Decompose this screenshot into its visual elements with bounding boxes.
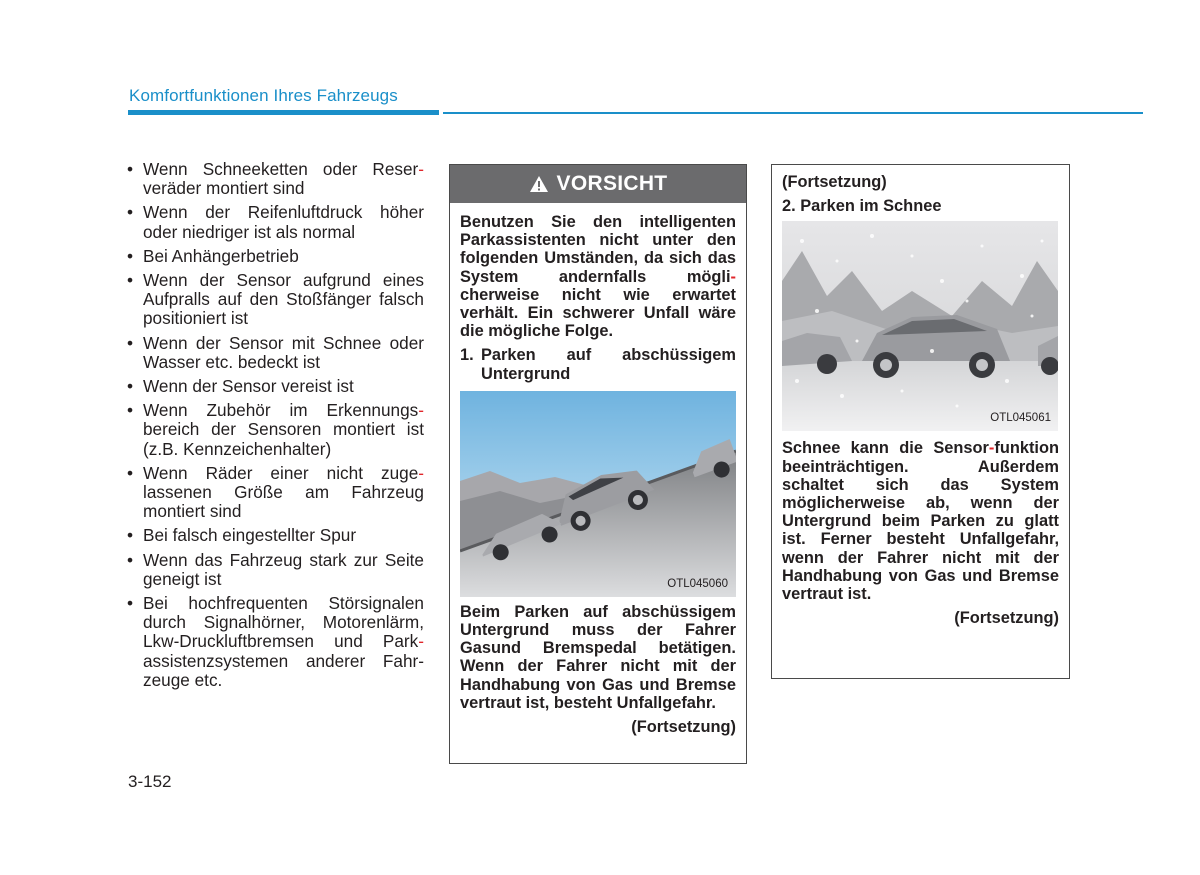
hyphen-mark: - <box>730 267 736 286</box>
hyphen-mark: - <box>988 439 995 458</box>
condition-list <box>127 160 424 690</box>
list-item <box>127 334 424 372</box>
list-item-text-cont: bereich der Sensoren montiert ist (z.B. Kennzeichenhalter) <box>143 419 424 459</box>
bullet-mark: • <box>127 400 134 421</box>
list-item <box>127 464 424 522</box>
hyphen-mark: - <box>418 631 424 652</box>
list-item-text: Wenn Zubehör im Erkennungs <box>143 400 419 421</box>
caution-intro <box>460 213 736 340</box>
list-item <box>127 551 424 589</box>
caution-intro-a: Benutzen Sie den intelligenten Parkassistenten nicht unter den folgenden Umständen, da sich das System andernfalls mögli <box>460 213 736 286</box>
page-number: 3-152 <box>128 772 172 791</box>
figure-code: OTL045061 <box>990 412 1051 425</box>
header-rule-thin <box>443 112 1143 114</box>
continued-box <box>771 164 1070 679</box>
list-item-text-cont: assistenzsystemen anderer Fahr-zeuge etc. <box>143 650 424 690</box>
list-item <box>127 203 424 241</box>
list-item <box>127 377 424 396</box>
bullet-mark: • <box>127 245 134 266</box>
item-2-title: 2. Parken im Schnee <box>782 197 942 216</box>
list-item <box>127 247 424 266</box>
slope-parking-image <box>460 391 736 597</box>
list-item-text-cont: veräder montiert sind <box>143 178 305 199</box>
slope-parking-illustration <box>460 391 736 597</box>
list-item <box>127 526 424 545</box>
list-item-text: Wenn der Sensor mit Schnee oder Wasser etc. bedeckt ist <box>143 332 424 372</box>
bullet-mark: • <box>127 332 134 353</box>
bullet-mark: • <box>127 159 134 179</box>
list-item <box>127 401 424 459</box>
list-item-text: Wenn der Sensor aufgrund eines Aufpralls auf den Stoßfänger falsch positioniert ist <box>143 270 424 329</box>
caution-intro-b: cherweise nicht wie erwartet verhält. Ein schwerer Unfall wäre die mögliche Folge. <box>460 285 736 341</box>
item-number: 1. <box>460 346 474 365</box>
hyphen-mark: - <box>418 159 424 179</box>
continued-bottom-label: (Fortsetzung) <box>954 609 1059 628</box>
hyphen-mark: - <box>418 400 424 421</box>
continued-para-a: Schnee kann die Sensor <box>782 439 989 458</box>
continued-body <box>772 165 1069 627</box>
continued-para-b: funktion beeinträchtigen. Außerdem schaltet sich das System möglicherweise ab, wenn der Untergrund beim Parken zu glatt ist. Ferner besteht Unfallgefahr, wenn der Fahrer nicht mit der Handhabung von Gas und Bremse vertraut ist. <box>782 439 1059 604</box>
list-item-text: Wenn das Fahrzeug stark zur Seite geneigt ist <box>143 549 424 589</box>
bullet-mark: • <box>127 525 134 546</box>
bullet-mark: • <box>127 202 134 223</box>
continued-top-label: (Fortsetzung) <box>782 173 887 191</box>
caution-item-1 <box>460 346 736 382</box>
caution-title: VORSICHT <box>556 172 668 195</box>
hyphen-mark: - <box>418 462 424 483</box>
caution-header <box>450 165 746 203</box>
list-item <box>127 594 424 690</box>
list-item-text: Wenn der Sensor vereist ist <box>143 376 354 397</box>
caution-para-1: Beim Parken auf abschüssigem Untergrund muss der Fahrer Gasund Bremspedal betätigen. Wenn der Fahrer nicht mit der Handhabung von Gas und Bremse vertraut ist, besteht Unfallgefahr. <box>460 602 736 712</box>
list-item <box>127 160 424 198</box>
list-item-text: Bei hochfrequenten Störsignalen durch Signalhörner, Motorenlärm, Lkw-Druckluftbremsen und Park <box>143 593 424 652</box>
caution-body <box>450 203 746 736</box>
list-item <box>127 271 424 329</box>
bullet-mark: • <box>127 462 134 483</box>
continued-label: (Fortsetzung) <box>631 718 736 737</box>
continued-para <box>782 439 1059 603</box>
warning-triangle-icon <box>529 175 549 193</box>
snow-parking-image <box>782 221 1058 431</box>
list-item-text: Wenn Schneeketten oder Reser <box>143 159 419 179</box>
list-item-text-cont: lassenen Größe am Fahrzeug montiert sind <box>143 482 424 522</box>
item-text: Parken auf abschüssigem Untergrund <box>481 346 736 383</box>
snow-parking-illustration <box>782 221 1059 431</box>
header-title: Komfortfunktionen Ihres Fahrzeugs <box>129 86 398 105</box>
figure-code: OTL045060 <box>667 577 728 590</box>
bullet-mark: • <box>127 376 134 397</box>
bullet-mark: • <box>127 549 134 570</box>
bullet-mark: • <box>127 270 134 291</box>
bullet-mark: • <box>127 593 134 614</box>
left-column <box>127 160 424 695</box>
list-item-text: Bei falsch eingestellter Spur <box>143 525 357 546</box>
caution-box <box>449 164 747 764</box>
list-item-text: Bei Anhängerbetrieb <box>143 245 299 266</box>
header-rule-thick <box>128 110 439 115</box>
list-item-text: Wenn der Reifenluftdruck höher oder niedriger ist als normal <box>143 202 424 242</box>
list-item-text: Wenn Räder einer nicht zuge <box>143 462 419 483</box>
